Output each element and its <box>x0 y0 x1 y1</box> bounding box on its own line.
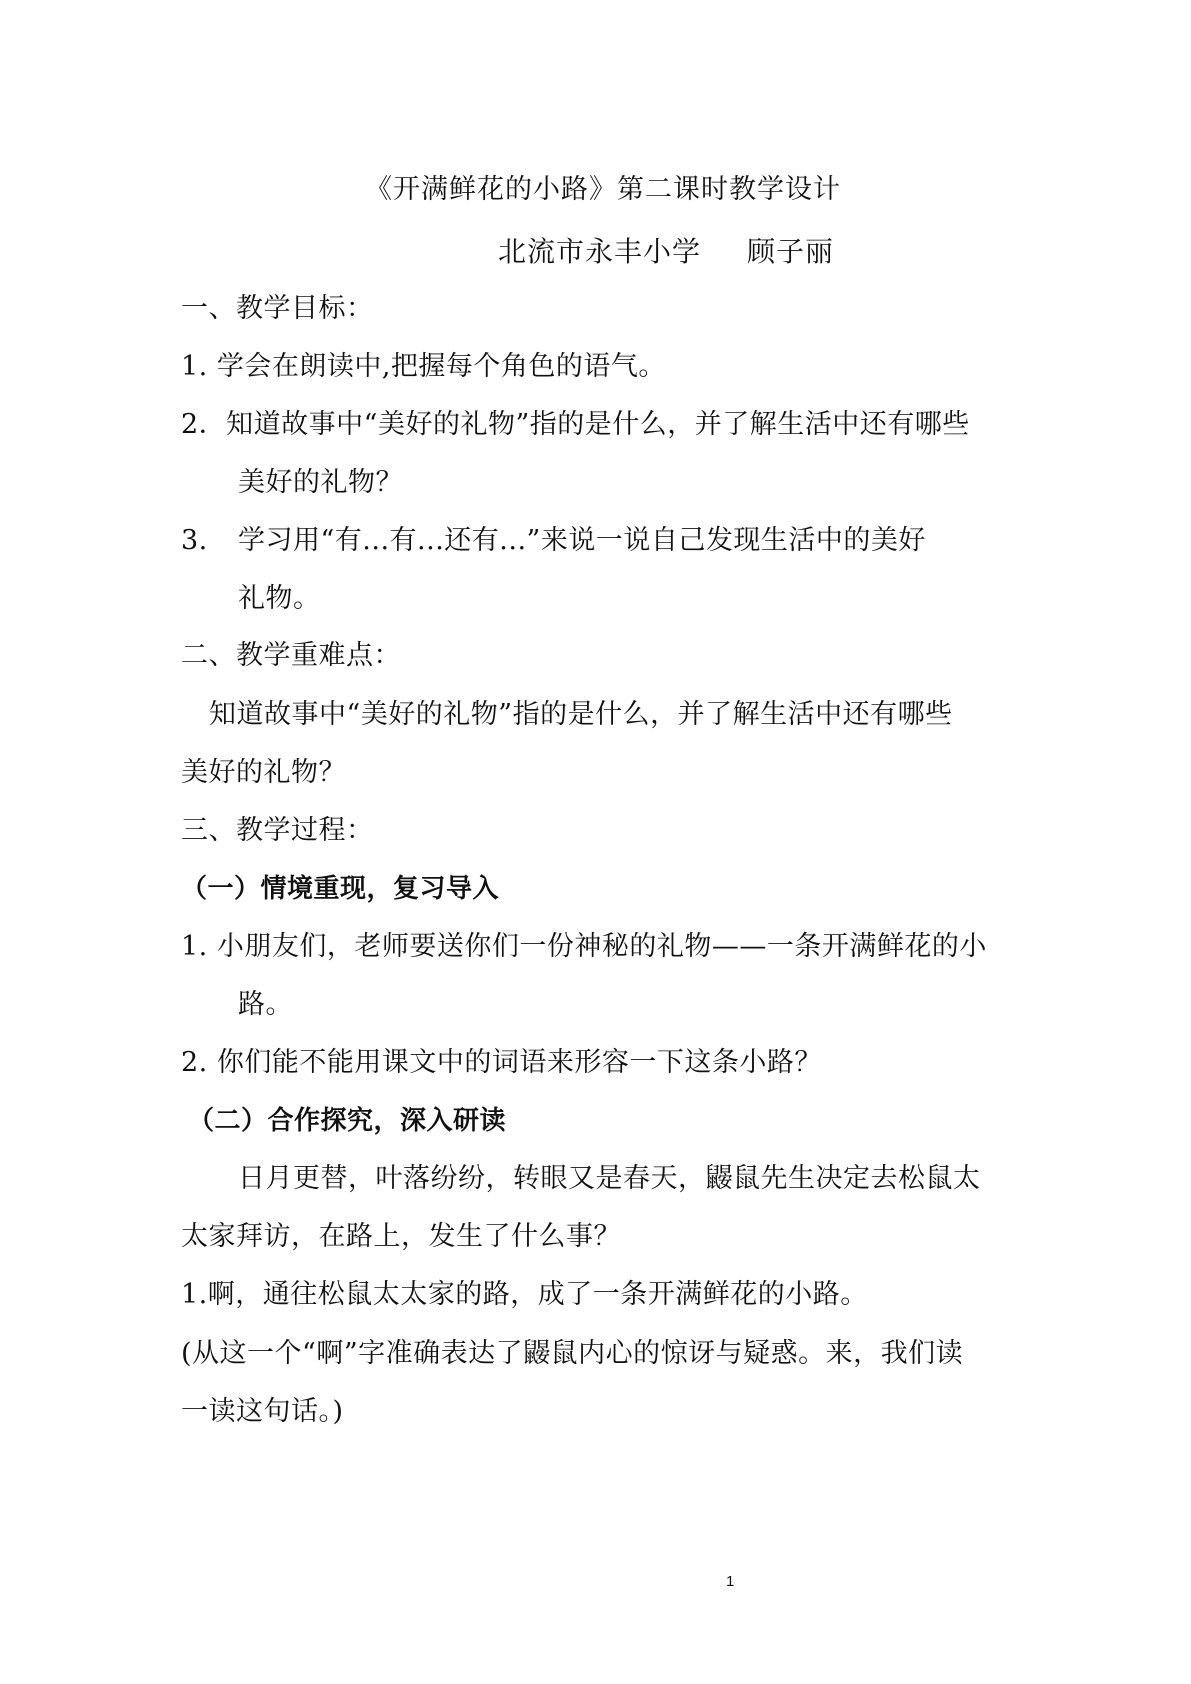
page-number: 1 <box>726 1573 735 1590</box>
author-line <box>498 234 834 270</box>
subsection-heading-2: （二）合作探究，深入研读 <box>188 1106 507 1136</box>
process-item-1-line-1: 1. 小朋友们，老师要送你们一份神秘的礼物——一条开满鲜花的小 <box>181 931 987 962</box>
key-points-line-2: 美好的礼物？ <box>181 757 346 788</box>
goal-item-2-line-2: 美好的礼物？ <box>238 467 403 498</box>
key-points-line-1: 知道故事中“美好的礼物”指的是什么，并了解生活中还有哪些 <box>209 699 953 730</box>
process-item-1-line-2: 路。 <box>238 989 293 1020</box>
process-item-2: 2. 你们能不能用课文中的词语来形容一下这条小路？ <box>181 1047 822 1078</box>
section-heading-goals: 一、教学目标： <box>181 293 374 324</box>
goal-item-1: 1. 学会在朗读中,把握每个角色的语气。 <box>181 351 666 382</box>
goal-item-2-line-1: 2．知道故事中“美好的礼物”指的是什么，并了解生活中还有哪些 <box>181 409 970 440</box>
author-name: 顾子丽 <box>747 235 835 268</box>
goal-item-3-line-2: 礼物。 <box>238 583 321 614</box>
goal-item-3-line-1: 学习用“有...有...还有...”来说一说自己发现生活中的美好 <box>238 525 926 556</box>
story-paragraph-line-1: 日月更替，叶落纷纷，转眼又是春天，鼹鼠先生决定去松鼠太 <box>238 1163 981 1194</box>
section-heading-key-points: 二、教学重难点： <box>181 640 401 671</box>
story-paragraph-line-2: 太家拜访，在路上，发生了什么事？ <box>181 1221 621 1252</box>
explore-item-1: 1.啊，通往松鼠太太家的路，成了一条开满鲜花的小路。 <box>181 1279 868 1310</box>
explore-note-line-2: 一读这句话。) <box>181 1396 344 1427</box>
subsection-heading-1: （一）情境重现，复习导入 <box>181 874 500 904</box>
document-title: 《开满鲜花的小路》第二课时教学设计 <box>365 174 841 205</box>
author-school: 北流市永丰小学 <box>498 235 702 268</box>
goal-item-3-number: 3. <box>181 525 208 556</box>
explore-note-line-1: (从这一个“啊”字准确表达了鼹鼠内心的惊讶与疑惑。来，我们读 <box>181 1338 964 1369</box>
section-heading-process: 三、教学过程： <box>181 815 374 846</box>
